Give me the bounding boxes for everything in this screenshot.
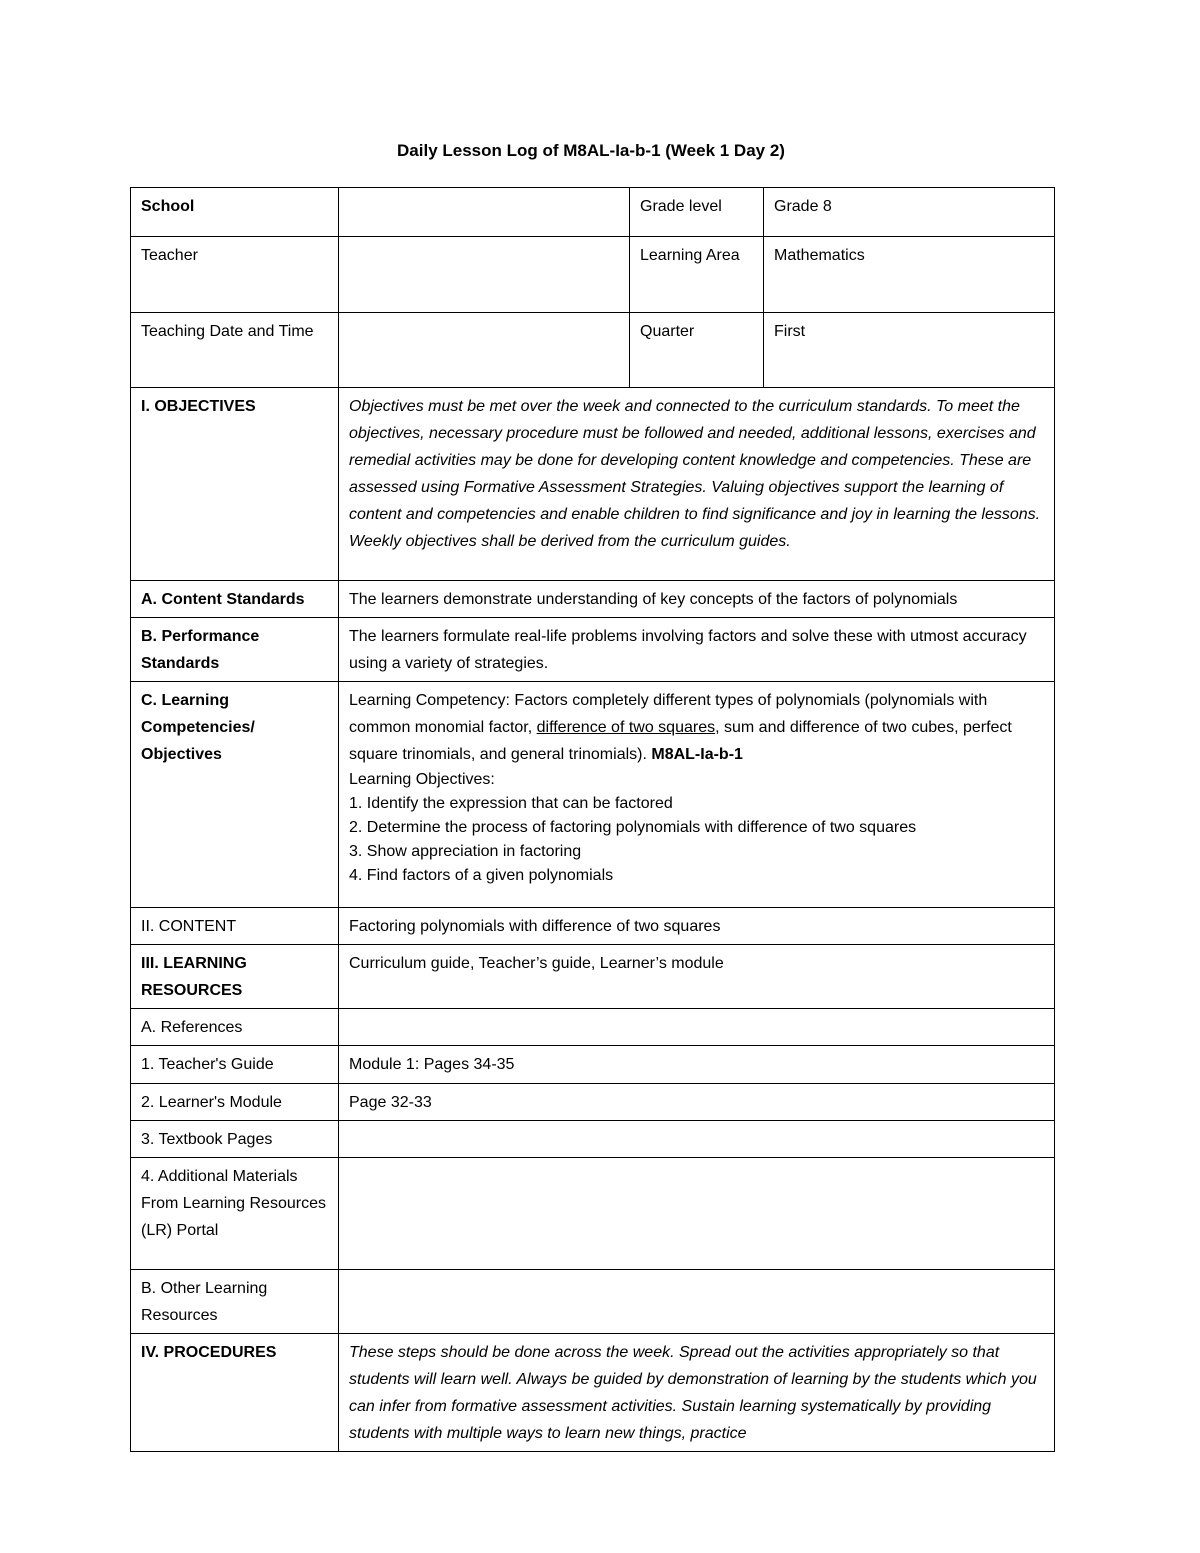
school-label: School xyxy=(131,188,339,237)
objectives-text: Objectives must be met over the week and connected to the curriculum standards. To meet the objectives, necessary procedure must be followed and needed, additional lessons, exercises and remedial activities may be done for developing content knowledge and competencies. These are assessed using Formative Assessment Strategies. Valuing objectives support the learning of content and competencies and enable children to find significance and joy in learning the lessons. Weekly objectives shall be derived from the curriculum guides. xyxy=(339,388,1055,581)
table-row xyxy=(131,1009,1055,1046)
performance-standards-label: B. Performance Standards xyxy=(131,618,339,682)
other-resources-label: B. Other Learning Resources xyxy=(131,1270,339,1334)
table-row xyxy=(131,388,1055,581)
competency-code: M8AL-Ia-b-1 xyxy=(651,746,743,763)
table-row xyxy=(131,237,1055,313)
references-label: A. References xyxy=(131,1009,339,1046)
objectives-heading: Learning Objectives: xyxy=(349,771,495,788)
quarter-label: Quarter xyxy=(630,313,764,388)
teaching-date-value xyxy=(339,313,630,388)
competency-prefix: Learning Competency: Factors completely different types of polynomials (polynomials with common monomial factor, xyxy=(349,692,988,736)
procedures-text: These steps should be done across the week. Spread out the activities appropriately so that students will learn well. Always be guided by demonstration of learning by the students which you can infer from formative assessment activities. Sustain learning systematically by providing students with multiple ways to learn new things, practice xyxy=(339,1334,1055,1452)
table-row xyxy=(131,618,1055,682)
list-item: 3. Show appreciation in factoring xyxy=(349,843,582,860)
teacher-label: Teacher xyxy=(131,237,339,313)
table-row xyxy=(131,1158,1055,1270)
table-row xyxy=(131,908,1055,945)
teaching-date-label: Teaching Date and Time xyxy=(131,313,339,388)
learners-module-label: 2. Learner's Module xyxy=(131,1084,339,1121)
lesson-log-table xyxy=(130,187,1055,1452)
competency-suffix: , sum and difference of two cubes, perfect square trinomials, and general trinomials). xyxy=(349,719,1012,763)
other-resources-text xyxy=(339,1270,1055,1334)
content-standards-label: A. Content Standards xyxy=(131,581,339,618)
competencies-cell xyxy=(339,682,1055,908)
textbook-pages-label: 3. Textbook Pages xyxy=(131,1121,339,1158)
competency-text xyxy=(349,687,1045,768)
table-row xyxy=(131,945,1055,1009)
table-row xyxy=(131,1334,1055,1452)
content-standards-text: The learners demonstrate understanding of key concepts of the factors of polynomials xyxy=(339,581,1055,618)
table-row xyxy=(131,1046,1055,1084)
competencies-label: C. Learning Competencies/ Objectives xyxy=(131,682,339,908)
table-row xyxy=(131,1270,1055,1334)
learners-module-text: Page 32-33 xyxy=(339,1084,1055,1121)
table-row xyxy=(131,313,1055,388)
table-row xyxy=(131,188,1055,237)
teacher-value xyxy=(339,237,630,313)
list-item: 2. Determine the process of factoring polynomials with difference of two squares xyxy=(349,819,917,836)
learning-area-value: Mathematics xyxy=(764,237,1055,313)
teachers-guide-label: 1. Teacher's Guide xyxy=(131,1046,339,1084)
teachers-guide-text: Module 1: Pages 34-35 xyxy=(339,1046,1055,1084)
document-title: Daily Lesson Log of M8AL-Ia-b-1 (Week 1 Day 2) xyxy=(397,141,785,160)
performance-standards-text: The learners formulate real-life problems involving factors and solve these with utmost accuracy using a variety of strategies. xyxy=(339,618,1055,682)
additional-materials-text xyxy=(339,1158,1055,1270)
grade-level-label: Grade level xyxy=(630,188,764,237)
list-item: 4. Find factors of a given polynomials xyxy=(349,867,614,884)
content-label: II. CONTENT xyxy=(131,908,339,945)
learning-resources-text: Curriculum guide, Teacher’s guide, Learner’s module xyxy=(339,945,1055,1009)
competency-underlined: difference of two squares xyxy=(536,719,716,736)
table-row xyxy=(131,1121,1055,1158)
procedures-label: IV. PROCEDURES xyxy=(131,1334,339,1452)
grade-level-value: Grade 8 xyxy=(764,188,1055,237)
additional-materials-label: 4. Additional Materials From Learning Resources (LR) Portal xyxy=(131,1158,339,1270)
learning-resources-label: III. LEARNING RESOURCES xyxy=(131,945,339,1009)
objectives-label: I. OBJECTIVES xyxy=(131,388,339,581)
quarter-value: First xyxy=(764,313,1055,388)
table-row xyxy=(131,682,1055,908)
textbook-pages-text xyxy=(339,1121,1055,1158)
table-row xyxy=(131,581,1055,618)
school-value xyxy=(339,188,630,237)
learning-area-label: Learning Area xyxy=(630,237,764,313)
references-text xyxy=(339,1009,1055,1046)
content-text: Factoring polynomials with difference of two squares xyxy=(339,908,1055,945)
table-row xyxy=(131,1084,1055,1121)
list-item: 1. Identify the expression that can be factored xyxy=(349,795,673,812)
